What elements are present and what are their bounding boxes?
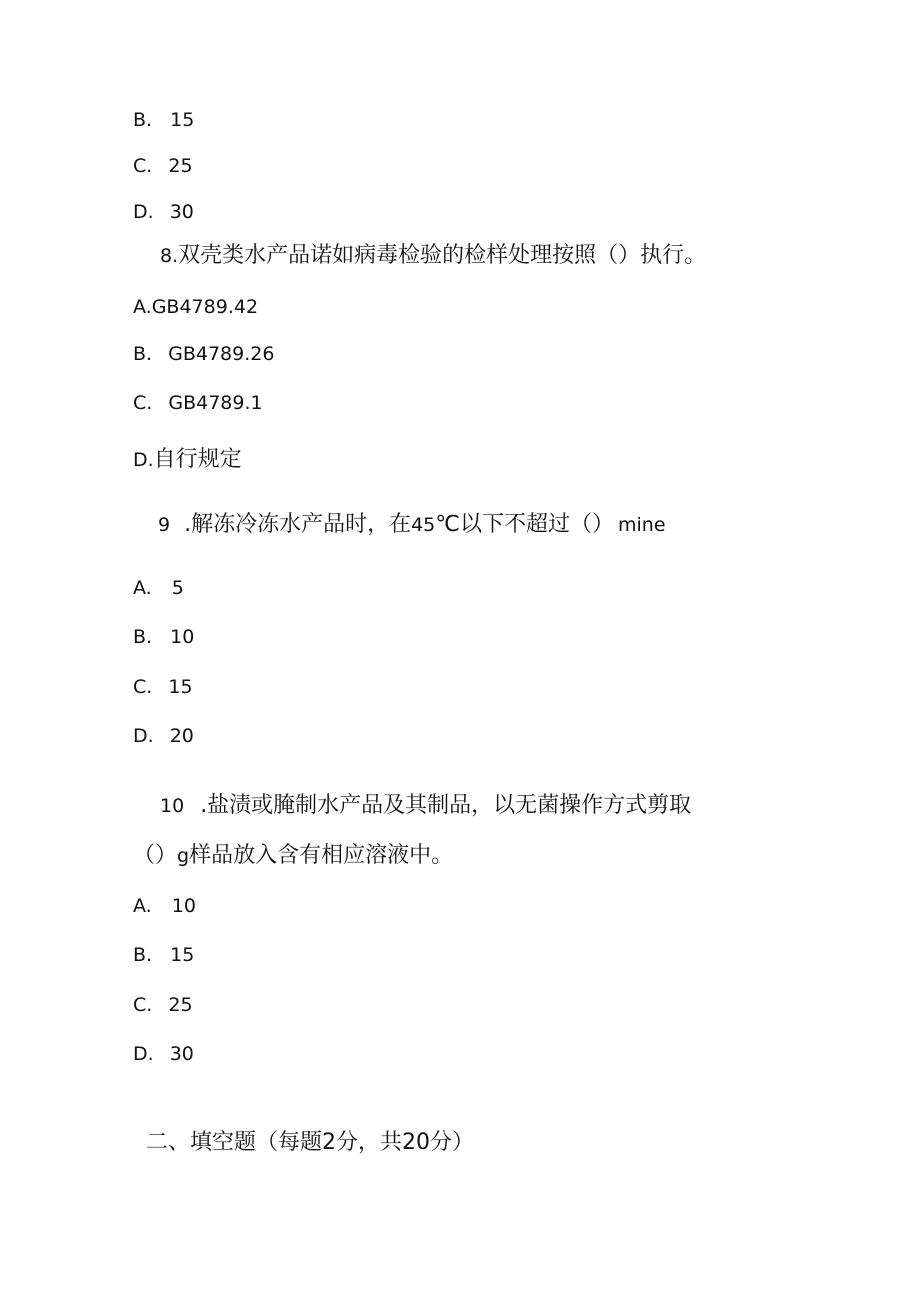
question-unit: g xyxy=(177,845,190,867)
q10-option-b xyxy=(133,946,194,965)
option-value: 5 xyxy=(171,577,184,599)
option-letter: B. xyxy=(133,944,153,966)
option-letter: B. xyxy=(133,343,153,365)
question-text: .盐渍或腌制水产品及其制品，以无菌操作方式剪取 xyxy=(200,793,692,818)
q9-option-d xyxy=(133,727,194,746)
question-number: 10 xyxy=(160,795,185,817)
option-c xyxy=(133,157,193,176)
question-text-rest: 样品放入含有相应溶液中。 xyxy=(189,843,454,868)
option-letter: D. xyxy=(133,725,154,747)
question-10-line2 xyxy=(133,845,453,867)
option-value: GB4789.26 xyxy=(168,343,275,365)
option-letter: D. xyxy=(133,201,154,223)
q9-option-c xyxy=(133,678,193,697)
option-letter: C. xyxy=(133,392,153,414)
option-value: 10 xyxy=(171,895,196,917)
option-letter: B. xyxy=(133,109,153,131)
option-letter: D. xyxy=(133,449,154,471)
question-text: 双壳类水产品诺如病毒检验的检样处理按照（）执行。 xyxy=(178,243,707,268)
option-letter: C. xyxy=(133,994,153,1016)
option-value: 30 xyxy=(169,1043,194,1065)
question-number: 9 xyxy=(158,514,171,536)
question-text-after: ℃以下不超过（） xyxy=(435,512,614,537)
option-letter: A. xyxy=(133,296,152,318)
question-blank: （） xyxy=(133,843,178,868)
option-value: 25 xyxy=(168,994,193,1016)
question-8 xyxy=(160,245,706,267)
option-value: 10 xyxy=(170,626,195,648)
question-temp: 45 xyxy=(411,514,436,536)
option-value: 25 xyxy=(168,155,193,177)
question-10 xyxy=(160,795,691,817)
option-value: 30 xyxy=(169,201,194,223)
q8-option-c xyxy=(133,394,263,413)
option-letter: C. xyxy=(133,676,153,698)
option-d xyxy=(133,203,194,222)
q9-option-a xyxy=(133,579,184,598)
option-letter: D. xyxy=(133,1043,154,1065)
q8-option-b xyxy=(133,345,274,364)
q9-option-b xyxy=(133,628,194,647)
question-9 xyxy=(158,514,666,536)
option-value: 15 xyxy=(168,676,193,698)
option-value: 自行规定 xyxy=(153,447,242,472)
option-value: GB4789.1 xyxy=(168,392,263,414)
option-value: 15 xyxy=(170,944,195,966)
q10-option-a xyxy=(133,897,196,916)
question-number: 8. xyxy=(160,245,179,267)
q10-option-d xyxy=(133,1045,194,1064)
question-unit: mine xyxy=(618,514,666,536)
option-value: 15 xyxy=(170,109,195,131)
q8-option-a xyxy=(133,298,258,317)
option-b xyxy=(133,111,194,130)
option-value: GB4789.42 xyxy=(151,296,259,318)
option-letter: B. xyxy=(133,626,153,648)
q10-option-c xyxy=(133,996,193,1015)
option-letter: C. xyxy=(133,155,153,177)
option-value: 20 xyxy=(169,725,194,747)
option-letter: A. xyxy=(133,895,152,917)
question-text: .解冻冷冻水产品时，在 xyxy=(184,512,412,537)
section-heading: 二、填空题（每题2分，共20分） xyxy=(146,1130,474,1155)
q8-option-d xyxy=(133,449,242,471)
option-letter: A. xyxy=(133,577,152,599)
